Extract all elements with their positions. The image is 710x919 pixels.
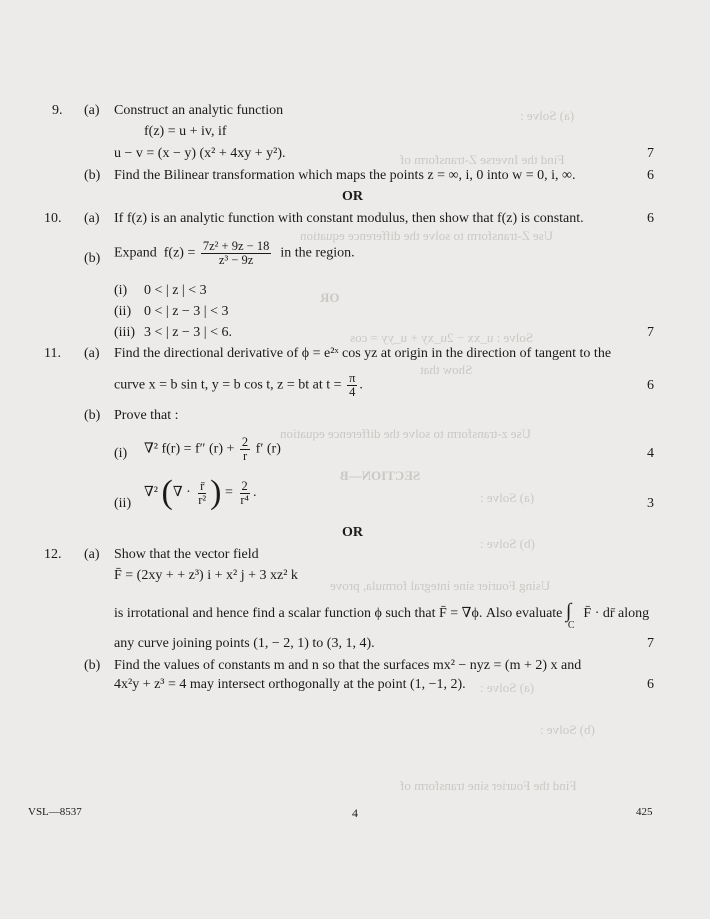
subpart-label: (i) bbox=[114, 446, 128, 461]
question-text: Prove that : bbox=[114, 408, 179, 423]
part-label: (b) bbox=[84, 168, 101, 183]
subpart-label: (i) bbox=[114, 283, 128, 298]
marks: 6 bbox=[647, 378, 654, 393]
inequality: 0 < | z | < 3 bbox=[144, 283, 207, 298]
marks: 6 bbox=[647, 168, 654, 183]
rhs: f′ (r) bbox=[255, 441, 281, 457]
marks: 4 bbox=[647, 446, 654, 461]
bleed-text: (b) Solve : bbox=[540, 722, 595, 737]
fraction bbox=[347, 372, 357, 399]
fraction bbox=[201, 240, 271, 267]
denominator: r bbox=[242, 449, 248, 463]
equation: ∇² (∇ · $\frac{r̄}{\text{r²}}$ ) = $\frac{2}{\text{r⁴}}$ . bbox=[144, 474, 257, 511]
part-label: (a) bbox=[84, 211, 100, 226]
inequality: 0 < | z − 3 | < 3 bbox=[144, 304, 229, 319]
function-label: f(z) = bbox=[163, 245, 196, 261]
bleed-text: Find the Fourier sine transform of bbox=[400, 778, 577, 793]
page-number: 4 bbox=[352, 806, 358, 820]
lhs: ∇² f(r) = f″ (r) + bbox=[144, 441, 235, 457]
subpart-label: (iii) bbox=[114, 325, 135, 340]
region-text: in the region. bbox=[280, 245, 355, 261]
bleed-text: Show that bbox=[420, 362, 473, 377]
question-text: curve x = b sin t, y = b cos t, z = bt at t = $\frac{\pi}{4}$ . bbox=[114, 371, 363, 399]
bleed-text: Using Fourier sine integral formula, prove bbox=[330, 578, 551, 593]
inequality: 3 < | z − 3 | < 6. bbox=[144, 325, 233, 340]
part-label: (b) bbox=[84, 408, 101, 423]
fraction bbox=[240, 436, 250, 463]
part-label: (a) bbox=[84, 103, 100, 118]
part-label: (b) bbox=[84, 658, 101, 673]
question-text: Construct an analytic function bbox=[114, 103, 284, 118]
denominator: z³ − 9z bbox=[218, 253, 254, 267]
denominator: 4 bbox=[349, 385, 356, 399]
question-number: 10. bbox=[44, 211, 62, 226]
subpart-label: (ii) bbox=[114, 304, 132, 319]
equation: u − v = (x − y) (x² + 4xy + y²). bbox=[114, 146, 286, 161]
equation bbox=[114, 240, 355, 267]
numerator: 2 bbox=[241, 435, 249, 449]
question-text: 4x²y + z³ = 4 may intersect orthogonally at the point (1, −1, 2). bbox=[114, 677, 466, 692]
question-text: Find the Bilinear transformation which maps the points z = ∞, i, 0 into w = 0, i, ∞. bbox=[114, 168, 576, 183]
part-label: (a) bbox=[84, 547, 100, 562]
or-separator: OR bbox=[342, 525, 363, 540]
evaluate-text: . Also evaluate bbox=[478, 606, 563, 621]
copy-count: 425 bbox=[636, 806, 653, 818]
question-text bbox=[114, 600, 650, 631]
marks: 7 bbox=[647, 325, 654, 340]
numerator: π bbox=[349, 371, 356, 385]
bleed-text: Use Z-transform to solve the difference equation bbox=[300, 228, 554, 243]
marks: 6 bbox=[647, 211, 654, 226]
bleed-text: (a) Solve : bbox=[480, 680, 535, 695]
part-label: (a) bbox=[84, 346, 100, 361]
fraction bbox=[196, 480, 208, 507]
fraction bbox=[238, 480, 251, 507]
numerator: 7z² + 9z − 18 bbox=[202, 239, 270, 253]
question-text: If f(z) is an analytic function with constant modulus, then show that f(z) is constant. bbox=[114, 211, 584, 226]
denominator: r² bbox=[198, 492, 207, 507]
irrotational-text: is irrotational and hence find a scalar function ϕ such that bbox=[114, 606, 436, 621]
question-number: 11. bbox=[44, 346, 61, 361]
question-number: 12. bbox=[44, 547, 62, 562]
or-separator: OR bbox=[342, 189, 363, 204]
equals: = bbox=[225, 485, 233, 501]
question-text: Find the directional derivative of ϕ = e²ˣ cos yz at origin in the direction of tangent to the bbox=[114, 346, 612, 361]
part-label: (b) bbox=[84, 251, 101, 266]
subpart-label: (ii) bbox=[114, 496, 132, 511]
bleed-text: Solve : u_xx − 2u_xy + u_yy = cos bbox=[350, 330, 534, 345]
along-text: along bbox=[618, 606, 650, 621]
expand-word: Expand bbox=[114, 245, 157, 261]
question-number: 9. bbox=[52, 103, 63, 118]
marks: 7 bbox=[647, 636, 654, 651]
paper-code: VSL—8537 bbox=[28, 806, 82, 818]
t-equals: t = bbox=[326, 377, 342, 393]
numerator: 2 bbox=[241, 478, 248, 493]
curve-text: curve x = b sin t, y = b cos t, z = bt at bbox=[114, 377, 323, 393]
bleed-text: (a) Solve : bbox=[480, 490, 535, 505]
question-text: any curve joining points (1, − 2, 1) to (3, 1, 4). bbox=[114, 636, 375, 651]
marks: 3 bbox=[647, 496, 654, 511]
lhs: ∇² bbox=[144, 485, 158, 501]
bleed-text: SECTION—B bbox=[340, 468, 421, 483]
question-text: Show that the vector field bbox=[114, 547, 259, 562]
bleed-text: (b) Solve : bbox=[480, 536, 535, 551]
equation: f(z) = u + iv, if bbox=[144, 124, 227, 139]
bleed-text: Use z-transform to solve the difference equation bbox=[280, 426, 531, 441]
question-text: Find the values of constants m and n so that the surfaces mx² − nyz = (m + 2) x and bbox=[114, 658, 582, 673]
equation bbox=[144, 436, 281, 463]
marks: 6 bbox=[647, 677, 654, 692]
numerator: r̄ bbox=[200, 478, 205, 493]
equation: F̄ = (2xy + + z³) i + x² j + 3 xz² k bbox=[114, 568, 298, 583]
nabla-dot: ∇ · bbox=[172, 485, 191, 501]
integrand: F̄ · dr̄ bbox=[583, 606, 615, 621]
denominator: r⁴ bbox=[240, 492, 249, 507]
marks: 7 bbox=[647, 146, 654, 161]
contour-label: C bbox=[567, 620, 575, 631]
integral-symbol: ∫ bbox=[565, 600, 572, 622]
bleed-text: (a) Solve : bbox=[520, 108, 575, 123]
gradient-equation: F̄ = ∇ϕ bbox=[438, 606, 479, 621]
bleed-text: OR bbox=[320, 290, 340, 305]
bleed-text: Find the Inverse Z-transform of bbox=[400, 152, 565, 167]
